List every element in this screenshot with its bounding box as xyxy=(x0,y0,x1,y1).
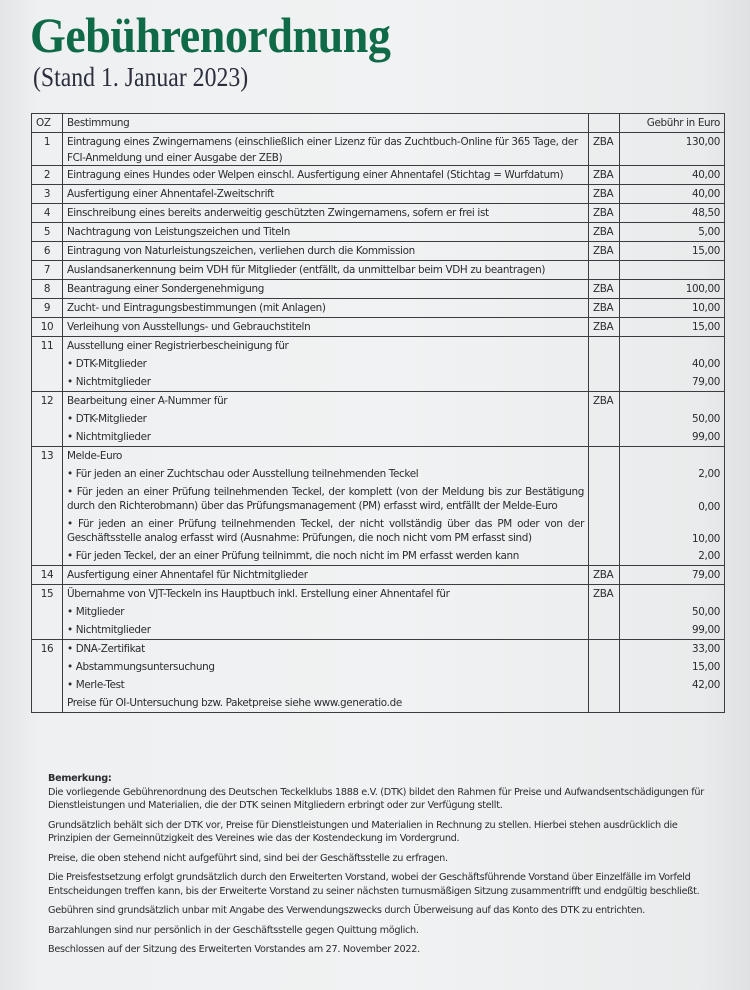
description-text: Preise für OI-Untersuchung bzw. Paketpreise siehe www.generatio.de xyxy=(67,697,402,709)
description-text: Verleihung von Ausstellungs- und Gebrauchstiteln xyxy=(67,321,311,333)
table-header-row xyxy=(32,114,725,133)
zba-label: ZBA xyxy=(593,283,614,295)
bullet-item: • Nichtmitglieder xyxy=(67,624,151,636)
row-zba-flag xyxy=(589,337,620,392)
zba-label: ZBA xyxy=(593,302,614,314)
row-number: 10 xyxy=(32,318,63,337)
description-text: Einschreibung eines bereits anderweitig geschützten Zwingernamens, sofern er frei ist xyxy=(67,207,489,219)
bullet-item: • Mitglieder xyxy=(67,606,125,618)
table-row xyxy=(32,392,725,447)
bullet-item: • Für jeden an einer Zuchtschau oder Ausstellung teilnehmenden Teckel xyxy=(67,468,419,480)
remarks-paragraph: Preise, die oben stehend nicht aufgeführt sind, sind bei der Geschäftsstelle zu erfragen. xyxy=(48,852,448,864)
fee-value xyxy=(624,585,720,603)
table-row xyxy=(32,299,725,318)
fee-value: 130,00 xyxy=(685,136,720,148)
row-zba-flag xyxy=(589,204,620,223)
zba-label: ZBA xyxy=(593,569,614,581)
bullet-item: • DTK-Mitglieder xyxy=(67,358,147,370)
row-fee xyxy=(620,392,725,447)
row-description xyxy=(63,204,589,223)
row-description xyxy=(63,337,589,392)
table-row xyxy=(32,318,725,337)
fee-table xyxy=(31,113,725,713)
row-description xyxy=(63,640,589,713)
remarks-paragraph: Barzahlungen sind nur persönlich in der Geschäftsstelle gegen Quittung möglich. xyxy=(48,924,419,936)
row-fee xyxy=(620,318,725,337)
row-zba-flag xyxy=(589,133,620,166)
zba-label: ZBA xyxy=(593,321,614,333)
fee-value: 5,00 xyxy=(698,226,720,238)
zba-label: ZBA xyxy=(593,245,614,257)
fee-value: 99,00 xyxy=(692,624,720,636)
row-zba-flag xyxy=(589,585,620,640)
spacer xyxy=(624,151,720,165)
description-text: Bearbeitung einer A-Nummer für xyxy=(67,395,228,407)
row-number: 14 xyxy=(32,566,63,585)
row-fee xyxy=(620,640,725,713)
description-text: Melde-Euro xyxy=(67,450,123,462)
row-number: 4 xyxy=(32,204,63,223)
remarks-paragraph: Die Preisfestsetzung erfolgt grundsätzlich durch den Erweiterten Vorstand, wobei der Geschäftsführende Vorstand über Einzelfälle im Vorfeld Entscheidungen treffen kann, bis der Erweiterte Vorstand zu seiner nächsten turnusmäßigen Sitzung zusammentrifft und endgültig beschließt. xyxy=(48,872,700,897)
fee-value: 79,00 xyxy=(692,569,720,581)
row-number: 16 xyxy=(32,640,63,713)
row-number: 7 xyxy=(32,261,63,280)
fee-value xyxy=(624,694,720,712)
fee-value: 0,00 xyxy=(698,501,720,513)
row-zba-flag xyxy=(589,299,620,318)
column-header-oz: OZ xyxy=(32,114,63,133)
row-fee xyxy=(620,280,725,299)
description-text: Übernahme von VJT-Teckeln ins Hauptbuch inkl. Erstellung einer Ahnentafel für xyxy=(67,588,450,600)
fee-value: 79,00 xyxy=(692,376,720,388)
table-row xyxy=(32,261,725,280)
remarks-paragraph: Grundsätzlich behält sich der DTK vor, Preise für Dienstleistungen und Materialien in Rechnung zu stellen. Hierbei stehen ausdrücklich die Prinzipien der Gemeinnützigkeit des Vereines wie das der Kostendeckung im Vordergrund. xyxy=(48,819,678,844)
table-row xyxy=(32,242,725,261)
remarks-paragraph: Gebühren sind grundsätzlich unbar mit Angabe des Verwendungszwecks durch Überweisung auf das Konto des DTK zu entrichten. xyxy=(48,905,646,916)
row-fee xyxy=(620,447,725,566)
table-row xyxy=(32,166,725,185)
zba-label: ZBA xyxy=(593,169,614,181)
fee-value: 2,00 xyxy=(698,468,720,480)
row-description xyxy=(63,280,589,299)
table-row xyxy=(32,566,725,585)
zba-label: ZBA xyxy=(593,207,614,219)
table-row xyxy=(32,337,725,392)
row-description xyxy=(63,392,589,447)
description-text: Ausstellung einer Registrierbescheinigung für xyxy=(67,340,289,352)
row-fee xyxy=(620,166,725,185)
bullet-item: • Für jeden an einer Prüfung teilnehmenden Teckel, der komplett (von der Meldung bis zur Bestätigung durch den Richterobmann) über das Prüfungsmanagement (PM) erfasst wird, entfällt der Melde-Euro xyxy=(67,486,584,512)
row-zba-flag xyxy=(589,447,620,566)
row-zba-flag xyxy=(589,392,620,447)
bullet-item: • Merle-Test xyxy=(67,679,125,691)
row-zba-flag xyxy=(589,223,620,242)
zba-label: ZBA xyxy=(593,395,614,407)
row-description xyxy=(63,447,589,566)
fee-value: 99,00 xyxy=(692,431,720,443)
row-fee xyxy=(620,566,725,585)
row-number: 13 xyxy=(32,447,63,566)
row-fee xyxy=(620,133,725,166)
description-text: Beantragung einer Sondergenehmigung xyxy=(67,283,264,295)
bullet-item: • Nichtmitglieder xyxy=(67,376,151,388)
fee-value: 15,00 xyxy=(692,661,720,673)
table-row xyxy=(32,640,725,713)
fee-value xyxy=(624,337,720,355)
fee-value: 33,00 xyxy=(692,643,720,655)
fee-value: 100,00 xyxy=(685,283,720,295)
table-row xyxy=(32,280,725,299)
description-text: Eintragung von Naturleistungszeichen, verliehen durch die Kommission xyxy=(67,245,415,257)
row-fee xyxy=(620,204,725,223)
description-text: Eintragung eines Hundes oder Welpen einschl. Ausfertigung einer Ahnentafel (Stichtag = Wurfdatum) xyxy=(67,169,564,181)
row-zba-flag xyxy=(589,242,620,261)
fee-value: 10,00 xyxy=(692,533,720,545)
row-number: 8 xyxy=(32,280,63,299)
row-fee xyxy=(620,337,725,392)
row-number: 12 xyxy=(32,392,63,447)
remarks-paragraph: Die vorliegende Gebührenordnung des Deutschen Teckelklubs 1888 e.V. (DTK) bildet den Rahmen für Preise und Aufwandsentschädigungen für Dienstleistungen und Materialien, die der DTK seinen Mitgliedern erbringt oder zur Verfügung stellt. xyxy=(48,786,704,811)
row-description xyxy=(63,185,589,204)
fee-value: 40,00 xyxy=(692,169,720,181)
row-description xyxy=(63,299,589,318)
fee-value: 50,00 xyxy=(692,606,720,618)
row-description xyxy=(63,133,589,166)
row-zba-flag xyxy=(589,166,620,185)
row-description xyxy=(63,566,589,585)
table-row xyxy=(32,223,725,242)
table-row xyxy=(32,585,725,640)
fee-value xyxy=(624,447,720,465)
remarks-heading: Bemerkung: xyxy=(48,773,112,784)
row-zba-flag xyxy=(589,185,620,204)
fee-value: 50,00 xyxy=(692,413,720,425)
bullet-item: • DTK-Mitglieder xyxy=(67,413,147,425)
row-fee xyxy=(620,299,725,318)
row-number: 3 xyxy=(32,185,63,204)
fee-table-body xyxy=(32,133,725,713)
bullet-item: • Für jeden Teckel, der an einer Prüfung teilnimmt, die noch nicht im PM erfasst werden kann xyxy=(67,550,519,562)
description-text: Auslandsanerkennung beim VDH für Mitglieder (entfällt, da unmittelbar beim VDH zu beantragen) xyxy=(67,264,546,276)
zba-label: ZBA xyxy=(593,188,614,200)
table-row xyxy=(32,447,725,566)
row-description xyxy=(63,242,589,261)
fee-value: 15,00 xyxy=(692,245,720,257)
table-row xyxy=(32,204,725,223)
remarks-paragraph: Beschlossen auf der Sitzung des Erweiterten Vorstandes am 27. November 2022. xyxy=(48,944,420,955)
page-title: Gebührenordnung xyxy=(30,7,391,63)
row-fee xyxy=(620,261,725,280)
column-header-bestimmung: Bestimmung xyxy=(63,114,589,133)
row-fee xyxy=(620,585,725,640)
row-description xyxy=(63,585,589,640)
description-text: FCI-Anmeldung und einer Ausgabe der ZEB) xyxy=(67,152,283,164)
row-zba-flag xyxy=(589,280,620,299)
description-text: Ausfertigung einer Ahnentafel für Nichtmitglieder xyxy=(67,569,308,581)
fee-value: 40,00 xyxy=(692,188,720,200)
row-description xyxy=(63,166,589,185)
row-number: 5 xyxy=(32,223,63,242)
row-zba-flag xyxy=(589,640,620,713)
table-row xyxy=(32,133,725,166)
fee-value xyxy=(624,392,720,410)
zba-label: ZBA xyxy=(593,226,614,238)
remarks-section xyxy=(48,772,708,963)
fee-value: 40,00 xyxy=(692,358,720,370)
column-header-fee: Gebühr in Euro xyxy=(620,114,725,133)
table-row xyxy=(32,185,725,204)
page-subtitle: (Stand 1. Januar 2023) xyxy=(33,62,249,92)
row-number: 2 xyxy=(32,166,63,185)
fee-value xyxy=(624,261,720,279)
row-fee xyxy=(620,223,725,242)
row-description xyxy=(63,223,589,242)
row-number: 6 xyxy=(32,242,63,261)
description-text: Zucht- und Eintragungsbestimmungen (mit Anlagen) xyxy=(67,302,326,314)
bullet-item: • Abstammungsuntersuchung xyxy=(67,661,215,673)
row-number: 1 xyxy=(32,133,63,166)
description-text: Eintragung eines Zwingernamens (einschließlich einer Lizenz für das Zuchtbuch-Online für 365 Tage, der xyxy=(67,136,578,148)
zba-label: ZBA xyxy=(593,588,614,600)
bullet-item: • Für jeden an einer Prüfung teilnehmenden Teckel, der nicht vollständig über das PM oder von der Geschäftsstelle analog erfasst wird (Ausnahme: Prüfungen, die noch nicht vom PM erfasst sind) xyxy=(67,518,584,544)
description-text: Nachtragung von Leistungszeichen und Titeln xyxy=(67,226,290,238)
row-number: 11 xyxy=(32,337,63,392)
row-number: 15 xyxy=(32,585,63,640)
bullet-item: • Nichtmitglieder xyxy=(67,431,151,443)
column-header-zba xyxy=(589,114,620,133)
row-zba-flag xyxy=(589,566,620,585)
zba-label: ZBA xyxy=(593,136,614,148)
fee-value: 10,00 xyxy=(692,302,720,314)
fee-value: 42,00 xyxy=(692,679,720,691)
row-fee xyxy=(620,242,725,261)
fee-value: 2,00 xyxy=(698,550,720,562)
fee-value: 15,00 xyxy=(692,321,720,333)
fee-value: 48,50 xyxy=(692,207,720,219)
row-zba-flag xyxy=(589,318,620,337)
description-text: Ausfertigung einer Ahnentafel-Zweitschrift xyxy=(67,188,274,200)
row-number: 9 xyxy=(32,299,63,318)
row-description xyxy=(63,261,589,280)
row-description xyxy=(63,318,589,337)
row-zba-flag xyxy=(589,261,620,280)
row-fee xyxy=(620,185,725,204)
bullet-item: • DNA-Zertifikat xyxy=(67,643,145,655)
